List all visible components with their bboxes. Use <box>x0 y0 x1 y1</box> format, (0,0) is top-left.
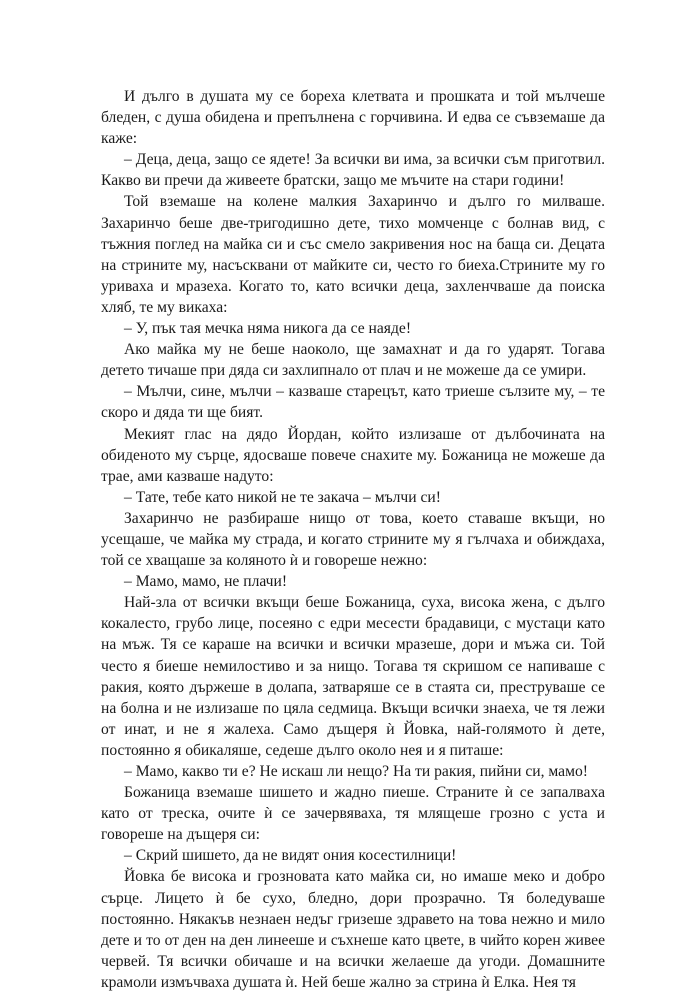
paragraph: Захаринчо не разбираше нищо от това, което ставаше вкъщи, но усещаше, че майка му страда, и когато стрините му я гълчаха и обиждаха, той се хващаше за коляното ѝ и говореше нежно: <box>101 509 605 570</box>
paragraph: И дълго в душата му се бореха клетвата и прошката и той мълчеше бледен, с душа обидена и препълнена с горчивина. И едва се съвземаше да каже: <box>101 88 605 148</box>
paragraph: – Тате, тебе като никой не те закача – мълчи си! <box>124 488 441 506</box>
paragraph: – Мамо, какво ти е? Не искаш ли нещо? На ти ракия, пийни си, мамо! <box>124 763 588 780</box>
paragraph: Най-зла от всички вкъщи беше Божаница, суха, висока жена, с дълго кокалесто, грубо лице, посеяно с едри месести брадавици, с мустаци като на мъж. Тя се караше на всички и всички мразеше, дори и мъжа си. Той често я биеше немилостиво и за нищо. Тогава тя скришом се напиваше с ракия, която държеше в долапа, затваряше се в стаята си, преструваше се на болна и не излизаше по цяла седмица. Вкъщи всички знаеха, че тя лежи от инат, и не я жалеха. Само дъщеря ѝ Йовка, най-голямото ѝ дете, постоянно я обикаляше, седеше дълго около нея и я питаше: <box>101 594 605 759</box>
paragraph: – Деца, деца, защо се ядете! За всички ви има, за всички съм приготвил. Какво ви пречи да живеете братски, защо ме мъчите на стари години! <box>101 151 605 190</box>
paragraph: – Скрий шишето, да не видят ония косестилници! <box>124 847 457 865</box>
paragraph: – Мълчи, сине, мълчи – казваше старецът, като триеше сълзите му, – те скоро и дяда ти ще бият. <box>101 383 605 422</box>
paragraph: – У, пък тая мечка няма никога да се наяде! <box>124 320 412 338</box>
paragraph: Той вземаше на колене малкия Захаринчо и дълго го милваше. Захаринчо беше две-тригодишно дете, тихо момченце с болнав вид, с тъжния поглед на майка си и със смело закривения нос на баща си. Децата на стрините му, насъсквани от майките си, често го биеха.Стрините му го уриваха и мразеха. Когато то, като всички деца, захленчваше да поиска хляб, те му викаха: <box>101 193 605 316</box>
paragraph: Божаница вземаше шишето и жадно пиеше. Страните ѝ се запалваха като от треска, очите ѝ се зачервяваха, тя млящеше грозно с уста и говореше на дъщеря си: <box>101 784 605 844</box>
paragraph: Мекият глас на дядо Йордан, който излизаше от дълбочината на обиденото му сърце, ядосваше повече снахите му. Божаница не можеше да трае, ами казваше надуто: <box>101 425 605 485</box>
paragraph: Йовка бе висока и грозновата като майка си, но имаше меко и добро сърце. Лицето ѝ бе сухо, бледно, дори прозрачно. Тя боледуваше постоянно. Някакъв незнаен недъг гризеше здравето на това нежно и мило дете и то от ден на ден линееше и съхнеше като цвете, в чийто корен живее червей. Тя всички обичаше и на всички желаеше да угоди. Домашните крамоли измъчваха душата ѝ. Ней беше жално за стрина ѝ Елка. Нея тя <box>101 868 605 991</box>
paragraph: Ако майка му не беше наоколо, ще замахнат и да го ударят. Тогава детето тичаше при дяда си захлипнало от плач и не можеше да се умири. <box>101 341 605 380</box>
paragraph: – Мамо, мамо, не плачи! <box>124 573 288 591</box>
body-text <box>101 86 605 993</box>
